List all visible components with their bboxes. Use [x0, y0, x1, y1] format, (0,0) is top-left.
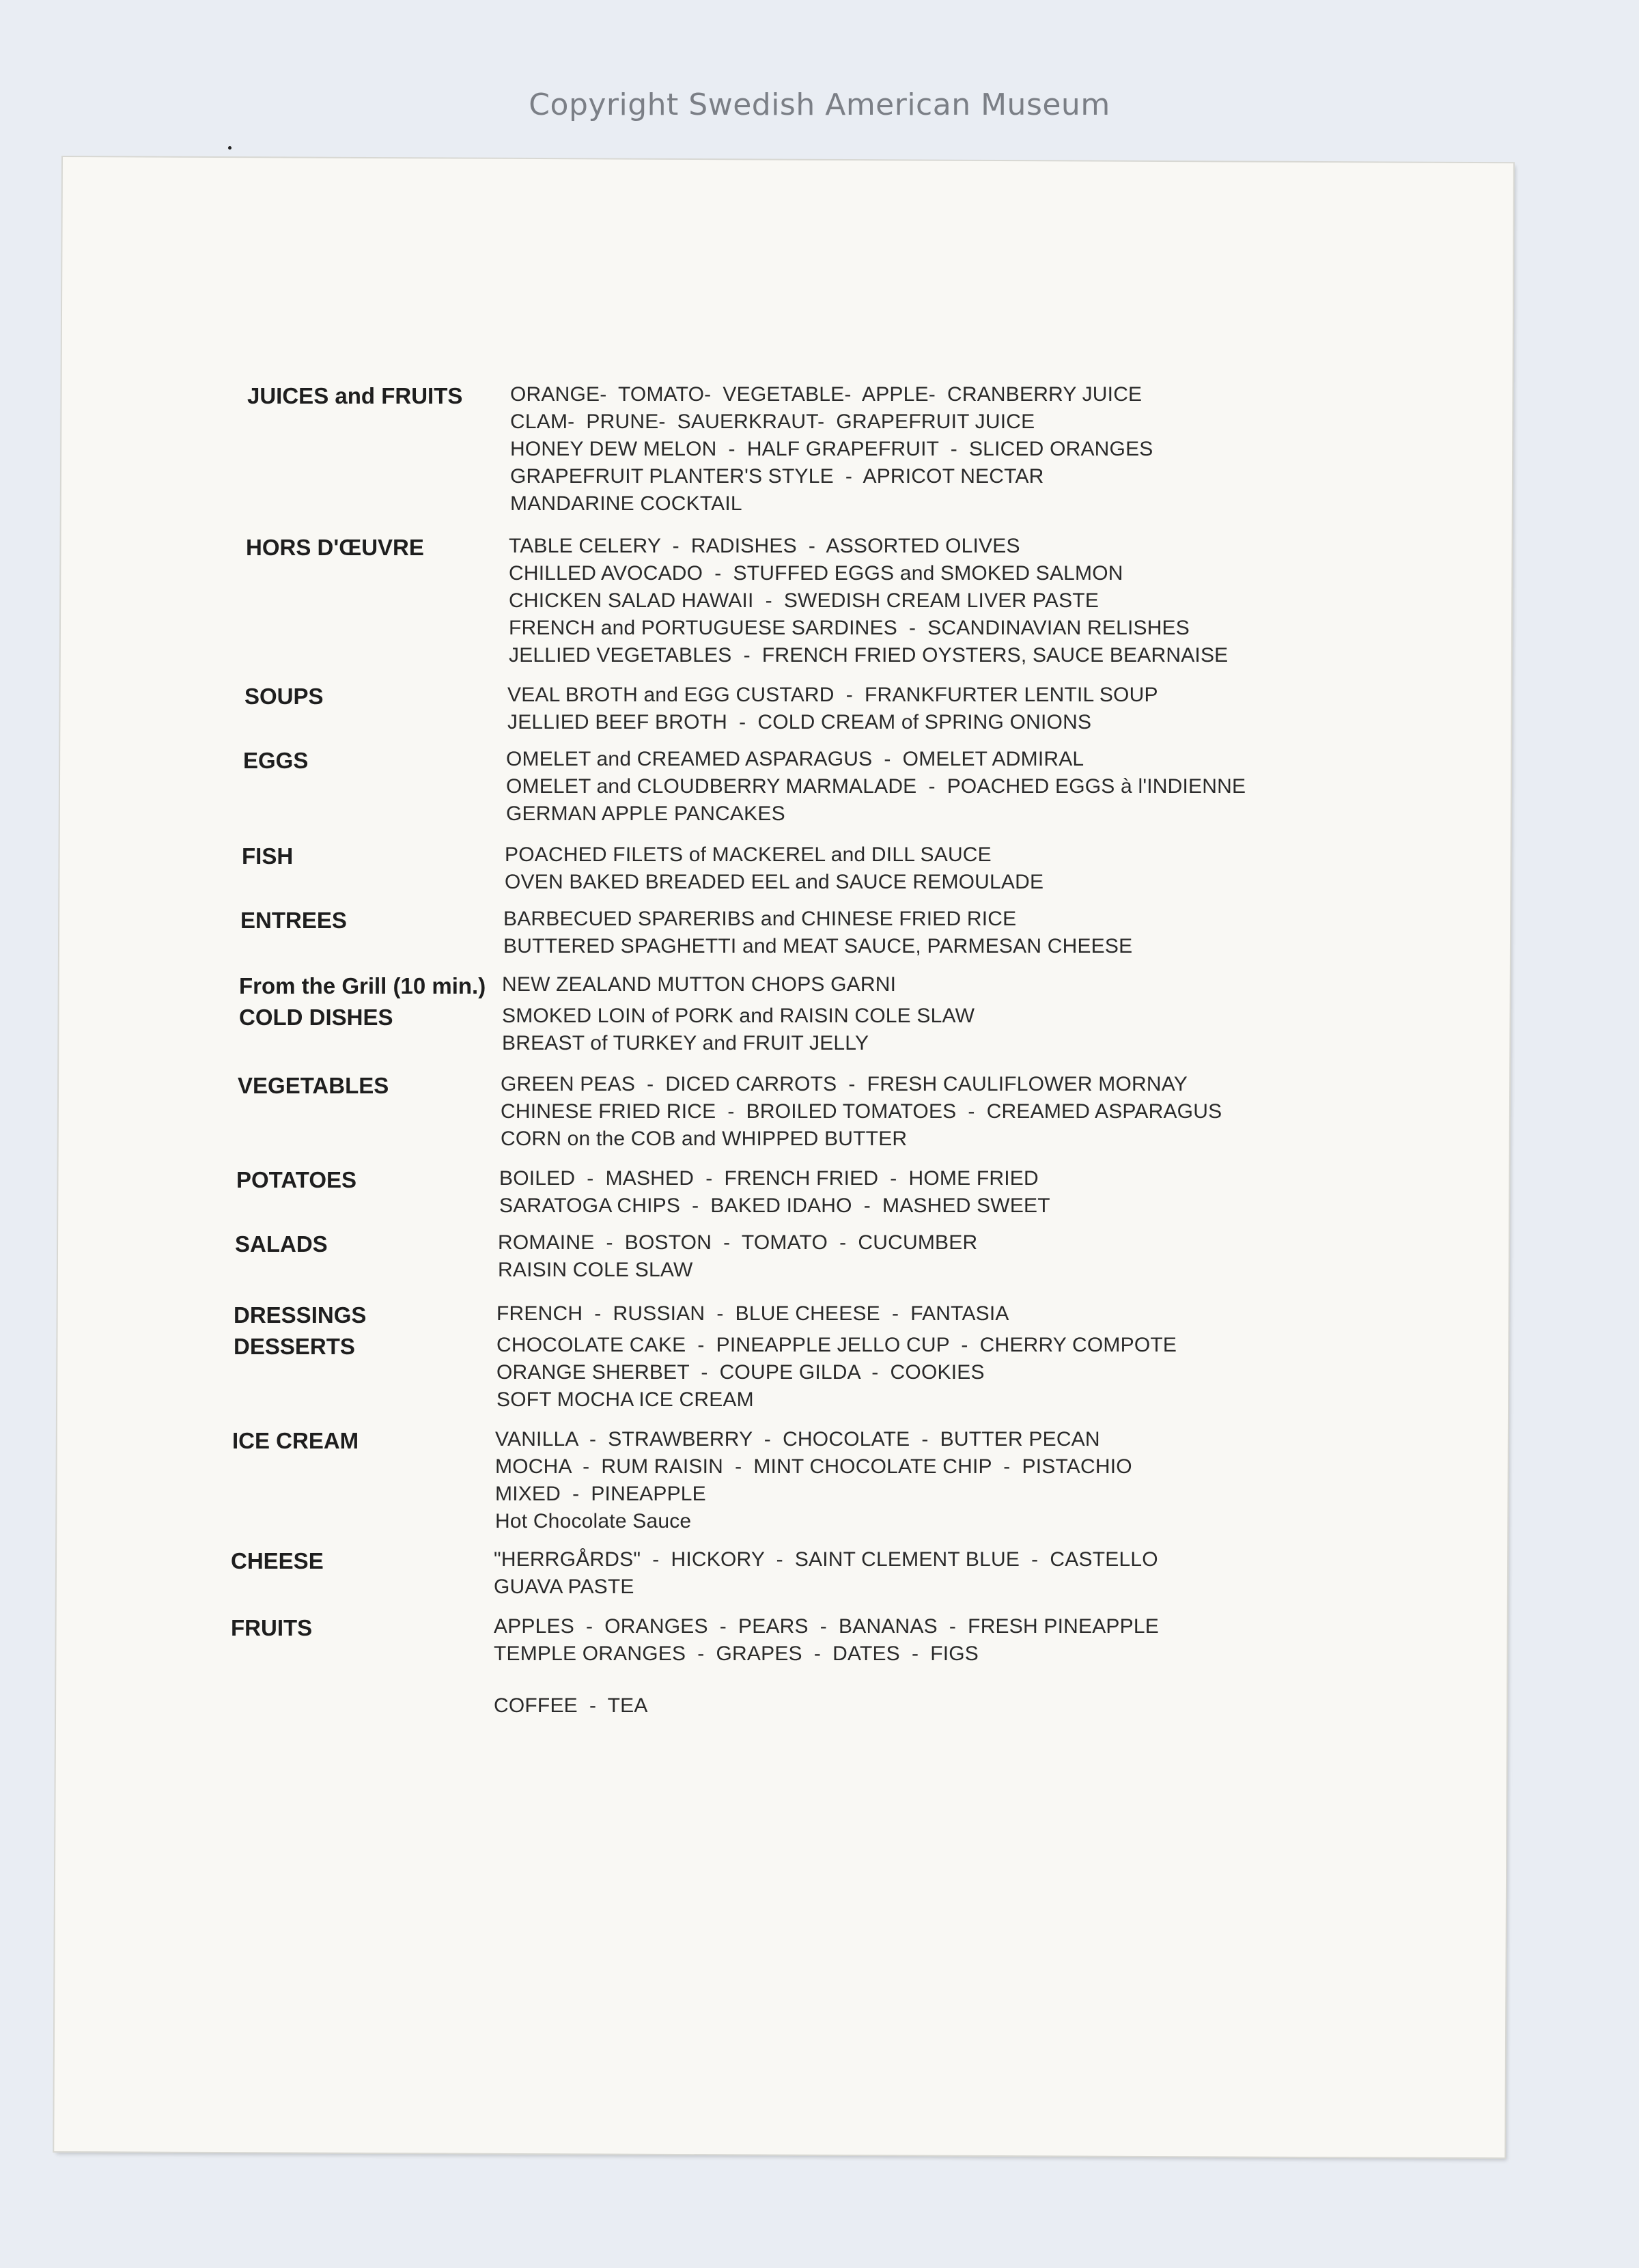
menu-item-line: ROMAINE - BOSTON - TOMATO - CUCUMBER — [498, 1231, 978, 1254]
menu-section — [235, 1229, 1408, 1284]
section-heading: CHEESE — [231, 1548, 324, 1573]
menu-item-line: VANILLA - STRAWBERRY - CHOCOLATE - BUTTER PECAN — [495, 1428, 1100, 1451]
section-heading: EGGS — [243, 748, 309, 773]
section-heading: SALADS — [235, 1231, 328, 1257]
section-heading: JUICES and FRUITS — [247, 383, 463, 408]
menu-section — [240, 906, 1408, 960]
section-heading: DRESSINGS — [234, 1302, 367, 1328]
menu-item-line: SOFT MOCHA ICE CREAM — [496, 1388, 754, 1411]
menu-item-line: APPLES - ORANGES - PEARS - BANANAS - FRESH PINEAPPLE — [494, 1615, 1159, 1638]
menu-section — [244, 682, 1408, 736]
menu-section — [232, 1426, 1408, 1535]
section-heading: FRUITS — [231, 1615, 313, 1640]
section-heading: ENTREES — [240, 908, 347, 933]
menu-item-line: CORN on the COB and WHIPPED BUTTER — [501, 1128, 908, 1150]
section-heading: POTATOES — [236, 1167, 357, 1192]
menu-section — [239, 971, 1408, 1000]
menu-item-line: OMELET and CREAMED ASPARAGUS - OMELET ADMIRAL — [506, 748, 1084, 770]
menu-item-line: BARBECUED SPARERIBS and CHINESE FRIED RICE — [503, 908, 1017, 930]
menu-item-line: MIXED - PINEAPPLE — [495, 1483, 706, 1505]
menu-section — [242, 841, 1408, 896]
menu-item-line: BUTTERED SPAGHETTI and MEAT SAUCE, PARMESAN CHEESE — [503, 935, 1133, 957]
section-items — [499, 1165, 1408, 1220]
copyright-watermark: Copyright Swedish American Museum — [529, 87, 1110, 122]
section-items — [495, 1426, 1408, 1535]
menu-item-line: OMELET and CLOUDBERRY MARMALADE - POACHED EGGS à l'INDIENNE — [506, 775, 1246, 798]
menu-section — [236, 1165, 1408, 1220]
menu-item-line: BOILED - MASHED - FRENCH FRIED - HOME FRIED — [499, 1167, 1039, 1190]
menu-item-line: GREEN PEAS - DICED CARROTS - FRESH CAULIFLOWER MORNAY — [501, 1073, 1188, 1095]
menu-item-line: TABLE CELERY - RADISHES - ASSORTED OLIVES — [509, 535, 1020, 557]
menu-item-line: MANDARINE COCKTAIL — [510, 492, 742, 515]
dust-speck — [228, 146, 232, 150]
menu-item-line: NEW ZEALAND MUTTON CHOPS GARNI — [502, 973, 897, 996]
menu-item-line: GERMAN APPLE PANCAKES — [506, 802, 785, 825]
section-items — [498, 1229, 1408, 1284]
section-items — [506, 746, 1408, 828]
section-items — [502, 971, 1408, 998]
section-items — [496, 1300, 1408, 1328]
section-items — [505, 841, 1408, 896]
menu-item-line: OVEN BAKED BREADED EEL and SAUCE REMOULADE — [505, 871, 1044, 893]
menu-item-line: JELLIED BEEF BROTH - COLD CREAM of SPRING ONIONS — [507, 711, 1092, 733]
menu-item-line: "HERRGÅRDS" - HICKORY - SAINT CLEMENT BLUE - CASTELLO — [494, 1548, 1158, 1571]
menu-section — [246, 533, 1408, 669]
menu-item-line: POACHED FILETS of MACKEREL and DILL SAUCE — [505, 843, 992, 866]
menu-item-line: MOCHA - RUM RAISIN - MINT CHOCOLATE CHIP - PISTACHIO — [495, 1455, 1132, 1478]
menu-item-line: CHILLED AVOCADO - STUFFED EGGS and SMOKED SALMON — [509, 562, 1123, 585]
menu-section — [231, 1546, 1408, 1601]
menu-item-line: GRAPEFRUIT PLANTER'S STYLE - APRICOT NECTAR — [510, 465, 1044, 488]
section-heading: COLD DISHES — [239, 1005, 393, 1030]
section-heading: SOUPS — [244, 684, 324, 709]
section-items — [507, 682, 1408, 736]
section-heading: VEGETABLES — [238, 1073, 389, 1098]
menu-item-line: Hot Chocolate Sauce — [495, 1510, 692, 1532]
footer-spacer — [231, 1692, 494, 1694]
menu-item-line: BREAST of TURKEY and FRUIT JELLY — [502, 1032, 869, 1054]
section-heading: From the Grill (10 min.) — [239, 973, 486, 998]
menu-section — [231, 1613, 1408, 1668]
menu-item-line: CLAM- PRUNE- SAUERKRAUT- GRAPEFRUIT JUICE — [510, 410, 1035, 433]
menu-item-line: TEMPLE ORANGES - GRAPES - DATES - FIGS — [494, 1642, 979, 1665]
menu-item-line: FRENCH - RUSSIAN - BLUE CHEESE - FANTASIA — [496, 1302, 1009, 1325]
section-items — [510, 381, 1408, 518]
menu-section — [234, 1332, 1408, 1414]
section-items — [494, 1613, 1408, 1668]
section-items — [494, 1546, 1408, 1601]
menu-footer — [231, 1692, 1408, 1720]
menu-item-line: RAISIN COLE SLAW — [498, 1259, 693, 1281]
menu-item-line: ORANGE- TOMATO- VEGETABLE- APPLE- CRANBERRY JUICE — [510, 383, 1143, 406]
section-heading: ICE CREAM — [232, 1428, 359, 1453]
menu-item-line: CHINESE FRIED RICE - BROILED TOMATOES - CREAMED ASPARAGUS — [501, 1100, 1222, 1123]
menu-section — [234, 1300, 1408, 1329]
menu-item-line: HONEY DEW MELON - HALF GRAPEFRUIT - SLICED ORANGES — [510, 438, 1153, 460]
menu-listing — [231, 381, 1408, 1720]
menu-item-line: VEAL BROTH and EGG CUSTARD - FRANKFURTER LENTIL SOUP — [507, 684, 1158, 706]
menu-item-line: FRENCH and PORTUGUESE SARDINES - SCANDINAVIAN RELISHES — [509, 617, 1190, 639]
menu-item-line: CHOCOLATE CAKE - PINEAPPLE JELLO CUP - CHERRY COMPOTE — [496, 1334, 1177, 1356]
menu-item-line: CHICKEN SALAD HAWAII - SWEDISH CREAM LIVER PASTE — [509, 589, 1099, 612]
coffee-tea-line: COFFEE - TEA — [494, 1694, 648, 1717]
menu-section — [243, 746, 1408, 828]
menu-item-line: SMOKED LOIN of PORK and RAISIN COLE SLAW — [502, 1005, 975, 1027]
section-items — [509, 533, 1408, 669]
section-items — [503, 906, 1408, 960]
section-items — [496, 1332, 1408, 1414]
section-heading: HORS D'ŒUVRE — [246, 535, 424, 560]
section-heading: FISH — [242, 843, 294, 869]
menu-section — [247, 381, 1408, 518]
menu-item-line: ORANGE SHERBET - COUPE GILDA - COOKIES — [496, 1361, 985, 1384]
menu-item-line: GUAVA PASTE — [494, 1576, 634, 1598]
menu-item-line: SARATOGA CHIPS - BAKED IDAHO - MASHED SWEET — [499, 1194, 1050, 1217]
menu-section — [239, 1003, 1408, 1057]
section-items — [502, 1003, 1408, 1057]
menu-item-line: JELLIED VEGETABLES - FRENCH FRIED OYSTERS, SAUCE BEARNAISE — [509, 644, 1229, 667]
section-heading: DESSERTS — [234, 1334, 355, 1359]
section-items — [501, 1071, 1408, 1153]
menu-section — [238, 1071, 1408, 1153]
